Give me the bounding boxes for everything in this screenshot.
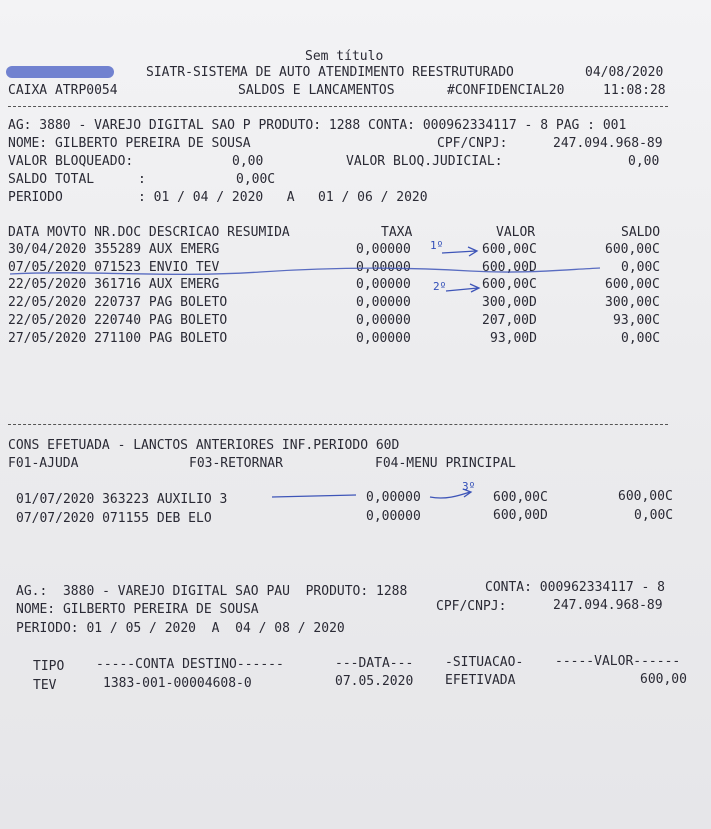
row-saldo: 600,00C bbox=[605, 277, 660, 292]
row-description: 22/05/2020 220740 PAG BOLETO bbox=[8, 313, 228, 328]
row-taxa: 0,00000 bbox=[366, 509, 421, 524]
redacted-name-mark bbox=[6, 66, 114, 78]
f01-help-key[interactable]: F01-AJUDA bbox=[8, 456, 79, 471]
transfer-header-tipo: TIPO bbox=[33, 659, 65, 674]
period-value: : 01 / 04 / 2020 A 01 / 06 / 2020 bbox=[138, 190, 428, 205]
row-valor: 600,00D bbox=[493, 508, 548, 523]
screen-name: SALDOS E LANCAMENTOS bbox=[238, 83, 395, 98]
row-description: 22/05/2020 220737 PAG BOLETO bbox=[8, 295, 228, 310]
row-saldo: 93,00C bbox=[613, 313, 660, 328]
pen-arrow bbox=[446, 284, 479, 292]
handwritten-mark-first: 1º bbox=[430, 239, 444, 252]
transfer-header-data: ---DATA--- bbox=[335, 656, 414, 671]
cpf-label: CPF/CNPJ: bbox=[437, 136, 508, 151]
transfer-header-valor: -----VALOR------ bbox=[555, 654, 681, 669]
transfer-valor: 600,00 bbox=[640, 672, 687, 687]
row-valor: 207,00D bbox=[482, 313, 537, 328]
judicial-value: 0,00 bbox=[628, 154, 660, 169]
consultation-status: CONS EFETUADA - LANCTOS ANTERIORES INF.PERIODO 60D bbox=[8, 438, 400, 453]
terminal-id: CAIXA ATRP0054 bbox=[8, 83, 118, 98]
handwritten-mark-second: 2º bbox=[433, 280, 447, 293]
f04-main-menu-key[interactable]: F04-MENU PRINCIPAL bbox=[375, 456, 516, 471]
total-value: 0,00C bbox=[236, 172, 276, 187]
document-title: Sem título bbox=[305, 49, 384, 64]
row-valor: 600,00C bbox=[482, 242, 537, 257]
account-line: AG: 3880 - VAREJO DIGITAL SAO P PRODUTO: 1288 CONTA: 000962334117 - 8 PAG : 001 bbox=[8, 118, 627, 133]
blocked-value: 0,00 bbox=[232, 154, 264, 169]
f03-return-key[interactable]: F03-RETORNAR bbox=[189, 456, 283, 471]
separator-line bbox=[8, 424, 668, 425]
transfer-period: PERIODO: 01 / 05 / 2020 A 04 / 08 / 2020 bbox=[16, 621, 345, 636]
row-saldo: 300,00C bbox=[605, 295, 660, 310]
judicial-label: VALOR BLOQ.JUDICIAL: bbox=[346, 154, 503, 169]
transfer-header-situacao: -SITUACAO- bbox=[445, 655, 524, 670]
row-taxa: 0,00000 bbox=[356, 313, 411, 328]
transfer-holder-name: NOME: GILBERTO PEREIRA DE SOUSA bbox=[16, 602, 259, 617]
total-colon: : bbox=[138, 172, 146, 187]
row-taxa: 0,00000 bbox=[356, 277, 411, 292]
total-label: SALDO TOTAL bbox=[8, 172, 95, 187]
row-saldo: 0,00C bbox=[634, 508, 674, 523]
transfer-cpf-label: CPF/CNPJ: bbox=[436, 599, 507, 614]
row-description: 07/05/2020 071523 ENVIO TEV bbox=[8, 260, 220, 275]
row-description: 30/04/2020 355289 AUX EMERG bbox=[8, 242, 220, 257]
cpf-value: 247.094.968-89 bbox=[553, 136, 663, 151]
header-date: 04/08/2020 bbox=[585, 65, 664, 80]
row-saldo: 600,00C bbox=[605, 242, 660, 257]
row-description: 01/07/2020 363223 AUXILIO 3 bbox=[16, 492, 228, 507]
transfer-data: 07.05.2020 bbox=[335, 674, 414, 689]
row-taxa: 0,00000 bbox=[356, 331, 411, 346]
row-taxa: 0,00000 bbox=[366, 490, 421, 505]
period-label: PERIODO bbox=[8, 190, 63, 205]
row-description: 22/05/2020 361716 AUX EMERG bbox=[8, 277, 220, 292]
transfer-conta: CONTA: 000962334117 - 8 bbox=[485, 580, 666, 595]
row-saldo: 0,00C bbox=[621, 260, 661, 275]
row-valor: 600,00C bbox=[493, 490, 548, 505]
blocked-label: VALOR BLOQUEADO: bbox=[8, 154, 134, 169]
row-saldo: 600,00C bbox=[618, 489, 673, 504]
row-taxa: 0,00000 bbox=[356, 295, 411, 310]
handwritten-mark-third: 3º bbox=[462, 480, 476, 493]
transfer-cpf-value: 247.094.968-89 bbox=[553, 598, 663, 613]
confidential-tag: #CONFIDENCIAL20 bbox=[447, 83, 565, 98]
table-header-saldo: SALDO bbox=[621, 225, 661, 240]
row-taxa: 0,00000 bbox=[356, 260, 411, 275]
system-name: SIATR-SISTEMA DE AUTO ATENDIMENTO REESTRUTURADO bbox=[146, 65, 514, 80]
row-valor: 300,00D bbox=[482, 295, 537, 310]
transfer-tipo: TEV bbox=[33, 678, 57, 693]
transfer-account-line: AG.: 3880 - VAREJO DIGITAL SAO PAU PRODUTO: 1288 bbox=[16, 584, 408, 599]
row-saldo: 0,00C bbox=[621, 331, 661, 346]
pen-arrow bbox=[442, 247, 477, 256]
row-valor: 600,00C bbox=[482, 277, 537, 292]
row-description: 27/05/2020 271100 PAG BOLETO bbox=[8, 331, 228, 346]
row-valor: 93,00D bbox=[490, 331, 537, 346]
table-header-left: DATA MOVTO NR.DOC DESCRICAO RESUMIDA bbox=[8, 225, 290, 240]
table-header-taxa: TAXA bbox=[381, 225, 413, 240]
row-description: 07/07/2020 071155 DEB ELO bbox=[16, 511, 212, 526]
row-taxa: 0,00000 bbox=[356, 242, 411, 257]
separator-line bbox=[8, 106, 668, 107]
account-holder-name: NOME: GILBERTO PEREIRA DE SOUSA bbox=[8, 136, 251, 151]
transfer-header-destino: -----CONTA DESTINO------ bbox=[96, 657, 284, 672]
table-header-valor: VALOR bbox=[496, 225, 536, 240]
header-time: 11:08:28 bbox=[603, 83, 666, 98]
pen-arrow bbox=[272, 495, 356, 497]
transfer-situacao: EFETIVADA bbox=[445, 673, 516, 688]
row-valor: 600,00D bbox=[482, 260, 537, 275]
transfer-destino: 1383-001-00004608-0 bbox=[103, 676, 252, 691]
